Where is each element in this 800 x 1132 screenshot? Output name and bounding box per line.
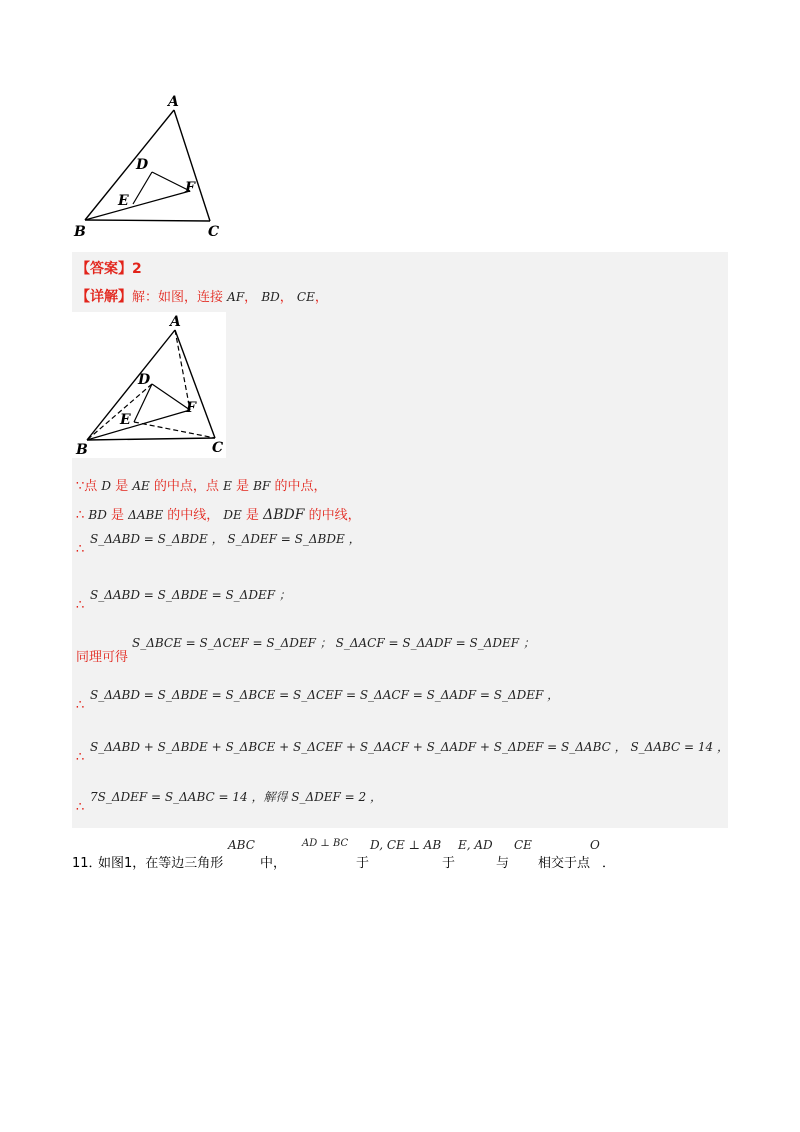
area-equation: S_ΔBCE = S_ΔCEF = S_ΔDEF ； S_ΔACF = S_ΔADF = S_ΔDEF ； bbox=[132, 636, 535, 650]
segment-ac bbox=[174, 110, 210, 221]
answer-line bbox=[76, 258, 142, 278]
text: 中， bbox=[260, 856, 287, 871]
therefore-symbol: ∴ bbox=[76, 800, 85, 815]
seg-de: DE bbox=[223, 508, 242, 522]
segment-bc bbox=[87, 438, 215, 440]
math-e-ad: E, AD bbox=[458, 838, 493, 852]
sep: ， bbox=[244, 290, 258, 305]
text: 于 bbox=[356, 856, 370, 871]
therefore-symbol: ∴ bbox=[76, 698, 85, 713]
question-number: 11． bbox=[72, 856, 102, 871]
label-f: F bbox=[186, 400, 196, 416]
sep: ， bbox=[314, 290, 328, 305]
label-b: B bbox=[76, 442, 88, 458]
label-d: D bbox=[138, 372, 151, 388]
text: 的中点， bbox=[274, 479, 327, 494]
area-equation: S_ΔABD = S_ΔBDE ， S_ΔDEF = S_ΔBDE ， bbox=[90, 532, 361, 546]
text: 是 bbox=[245, 508, 259, 523]
label-c: C bbox=[208, 224, 220, 240]
triangle-bdf: ΔBDF bbox=[263, 507, 305, 523]
label-d: D bbox=[136, 157, 149, 173]
segment-ac bbox=[175, 330, 215, 438]
seg-bd: BD bbox=[261, 290, 280, 304]
label-e: E bbox=[118, 193, 129, 209]
segment-bc bbox=[85, 220, 210, 221]
text: 的中线， bbox=[308, 508, 361, 523]
answer-value: 2 bbox=[132, 261, 142, 277]
seg-bf: BF bbox=[253, 479, 271, 493]
therefore-symbol: ∴ bbox=[76, 750, 85, 765]
segment-de bbox=[134, 384, 152, 422]
step-1 bbox=[76, 475, 326, 494]
label-e: E bbox=[120, 412, 131, 428]
detail-line bbox=[76, 286, 328, 306]
seg-ae: AE bbox=[132, 479, 150, 493]
math-o: O bbox=[590, 838, 600, 852]
math-abc: ABC bbox=[228, 838, 255, 852]
triangle-figure-2 bbox=[72, 312, 232, 460]
therefore-symbol: ∴ bbox=[76, 598, 85, 613]
area-equation: 7S_ΔDEF = S_ΔABC = 14 ，解得 S_ΔDEF = 2 ， bbox=[90, 790, 382, 804]
label-c: C bbox=[212, 440, 224, 456]
text: 相交于点 bbox=[538, 856, 591, 871]
area-equation: S_ΔABD = S_ΔBDE = S_ΔBCE = S_ΔCEF = S_ΔACF = S_ΔADF = S_ΔDEF ， bbox=[90, 688, 560, 702]
seg-bd: BD bbox=[88, 508, 107, 522]
label-b: B bbox=[74, 224, 86, 240]
area-equation: S_ΔABD = S_ΔBDE = S_ΔDEF ； bbox=[90, 588, 291, 602]
text: 于 bbox=[442, 856, 456, 871]
text: 的中点，点 bbox=[153, 479, 219, 494]
answer-tag: 【答案】 bbox=[76, 261, 132, 277]
text: 是 bbox=[111, 508, 125, 523]
question-11 bbox=[72, 838, 728, 871]
seg-af: AF bbox=[227, 290, 245, 304]
detail-intro: 解：如图，连接 bbox=[132, 290, 224, 305]
because-text: ∵点 bbox=[76, 479, 98, 494]
detail-tag: 【详解】 bbox=[76, 289, 132, 305]
segment-bf bbox=[87, 410, 190, 440]
segment-ab bbox=[87, 330, 175, 440]
math-ce-perp-ab: D, CE ⊥ AB bbox=[370, 838, 442, 852]
triangle-figure-1 bbox=[70, 92, 240, 242]
text: 的中线， bbox=[167, 508, 220, 523]
text: 是 bbox=[115, 479, 129, 494]
point-e: E bbox=[223, 479, 232, 493]
text: 是 bbox=[235, 479, 249, 494]
text: 与 bbox=[496, 856, 510, 871]
label-a: A bbox=[170, 314, 181, 330]
dashed-af bbox=[175, 330, 190, 410]
segment-ab bbox=[85, 110, 174, 220]
label-f: F bbox=[185, 180, 195, 196]
therefore-symbol: ∴ bbox=[76, 542, 85, 557]
sep: ， bbox=[279, 290, 293, 305]
therefore-symbol: ∴ bbox=[76, 508, 85, 523]
area-equation: S_ΔABD + S_ΔBDE + S_ΔBCE + S_ΔCEF + S_ΔACF + S_ΔADF + S_ΔDEF = S_ΔABC ， S_ΔABC = 14 ， bbox=[90, 740, 729, 754]
label-a: A bbox=[168, 94, 179, 110]
text: 如图1，在等边三角形 bbox=[98, 856, 224, 871]
segment-df bbox=[152, 384, 190, 410]
seg-ce: CE bbox=[296, 290, 315, 304]
similarly-text: 同理可得 bbox=[76, 650, 129, 665]
math-ad-perp-bc: AD ⊥ BC bbox=[302, 838, 349, 849]
segment-de bbox=[133, 172, 152, 204]
point-d: D bbox=[101, 479, 112, 493]
triangle-abe: ΔABE bbox=[128, 508, 164, 522]
dashed-ce bbox=[134, 422, 215, 438]
text: ． bbox=[602, 856, 616, 871]
step-2 bbox=[76, 504, 361, 523]
math-ce: CE bbox=[514, 838, 532, 852]
